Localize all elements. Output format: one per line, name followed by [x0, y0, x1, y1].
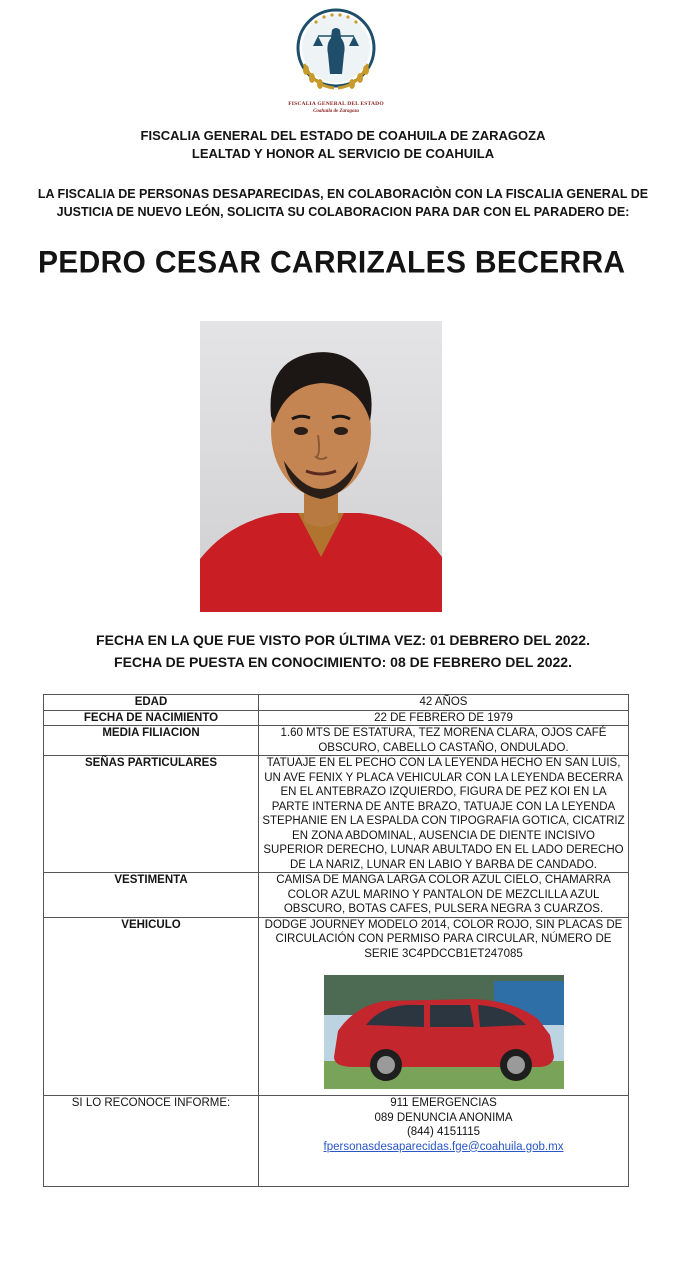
logo-subtitle: Coahuila de Zaragoza: [313, 109, 359, 114]
description-table: [43, 694, 629, 1187]
row-value: CAMISA DE MANGA LARGA COLOR AZUL CIELO, CHAMARRA COLOR AZUL MARINO Y PANTALON DE MEZCLILLA AZUL OBSCURO, BOTAS CAFES, PULSERA NEGRA 3 CUARZOS.: [259, 873, 629, 918]
table-row: [44, 873, 629, 918]
row-label: MEDIA FILIACION: [44, 726, 259, 756]
row-label: VESTIMENTA: [44, 873, 259, 918]
anonymous-report-number: 089 DENUNCIA ANONIMA: [374, 1111, 513, 1124]
contact-cell: [259, 1096, 629, 1187]
emergency-number: 911 EMERGENCIAS: [390, 1097, 497, 1109]
row-label: FECHA DE NACIMIENTO: [44, 710, 259, 726]
row-label: SEÑAS PARTICULARES: [44, 756, 259, 873]
report-date: FECHA DE PUESTA EN CONOCIMIENTO: 08 DE FEBRERO DEL 2022.: [114, 654, 572, 670]
last-seen-date: FECHA EN LA QUE FUE VISTO POR ÚLTIMA VEZ: 01 DEBRERO DEL 2022.: [96, 632, 590, 648]
table-row: [44, 726, 629, 756]
contact-email-link[interactable]: fpersonasdesaparecidas.fge@coahuila.gob.mx: [323, 1140, 564, 1153]
table-row: [44, 756, 629, 873]
table-row: [44, 695, 629, 711]
missing-person-name: PEDRO CESAR CARRIZALES BECERRA: [38, 245, 626, 280]
logo-title: FISCALIA GENERAL DEL ESTADO: [288, 101, 384, 107]
vehicle-photo: [324, 975, 564, 1089]
row-value: TATUAJE EN EL PECHO CON LA LEYENDA HECHO EN SAN LUIS, UN AVE FENIX Y PLACA VEHICULAR CON LA LEYENDA BECERRA EN EL ANTEBRAZO IZQUIERDO, FIGURA DE PEZ KOI EN LA PARTE INTERNA DE ANTE BRAZO, TATUAJE CON LA LEYENDA STEPHANIE EN LA ESPALDA CON TIPOGRAFIA GOTICA, CICATRIZ EN ZONA ABDOMINAL, AUSENCIA DE DIENTE INCISIVO SUPERIOR DERECHO, LUNAR ABULTADO EN EL LADO DERECHO DE LA NARIZ, LUNAR EN LABIO Y BARBA DE CANDADO.: [259, 756, 629, 873]
table-row: [44, 917, 629, 1096]
table-row: [44, 710, 629, 726]
phone-number: (844) 4151115: [406, 1126, 481, 1138]
person-photo: [200, 321, 442, 612]
agency-title: FISCALIA GENERAL DEL ESTADO DE COAHUILA DE ZARAGOZA: [140, 128, 546, 143]
row-value: 22 DE FEBRERO DE 1979: [259, 710, 629, 726]
intro-paragraph: LA FISCALIA DE PERSONAS DESAPARECIDAS, EN COLABORACIÒN CON LA FISCALIA GENERAL DE JUSTICIA DE NUEVO LEÓN, SOLICITA SU COLABORACION PARA DAR CON EL PARADERO DE:: [37, 187, 649, 219]
row-value: 1.60 MTS DE ESTATURA, TEZ MORENA CLARA, OJOS CAFÉ OBSCURO, CABELLO CASTAÑO, ONDULADO.: [259, 726, 629, 756]
vehicle-cell: [259, 917, 629, 1096]
table-row: [44, 1096, 629, 1187]
row-label: VEHICULO: [44, 917, 259, 1096]
agency-motto: LEALTAD Y HONOR AL SERVICIO DE COAHUILA: [191, 146, 495, 161]
row-value: 42 AÑOS: [259, 695, 629, 711]
row-value: DODGE JOURNEY MODELO 2014, COLOR ROJO, SIN PLACAS DE CIRCULACIÓN CON PERMISO PARA CIRCULAR, NÚMERO DE SERIE 3C4PDCCB1ET247085: [264, 918, 623, 960]
row-label: EDAD: [44, 695, 259, 711]
contact-label: SI LO RECONOCE INFORME:: [44, 1096, 259, 1187]
